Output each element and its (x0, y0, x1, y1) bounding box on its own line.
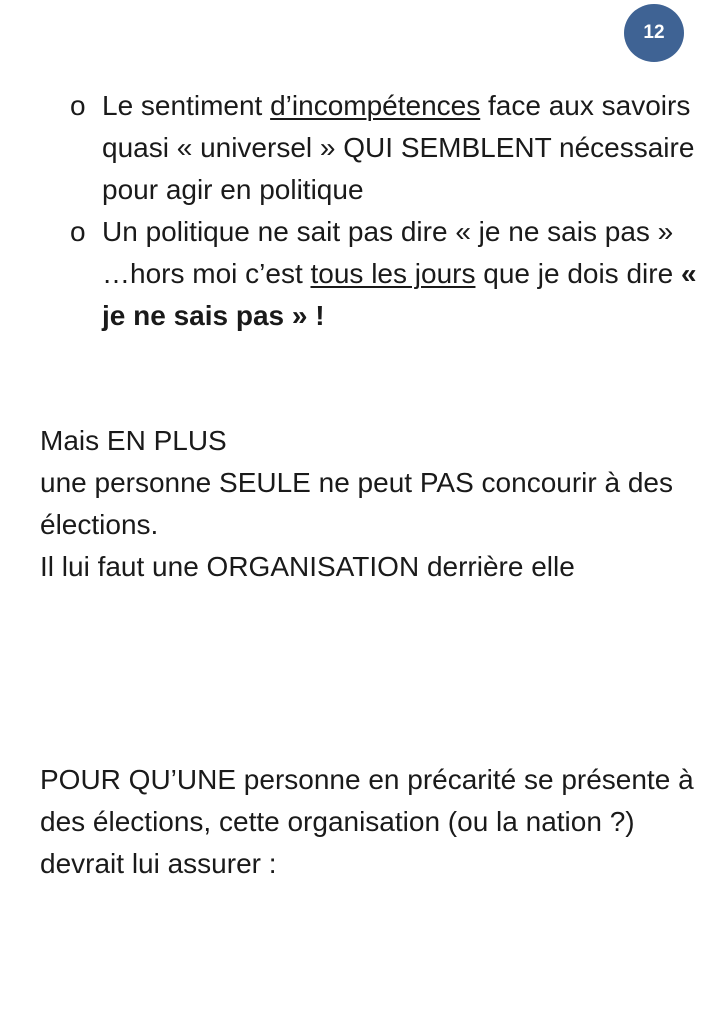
underlined-text: d’incompétences (270, 90, 481, 121)
paragraph-organisation (40, 420, 710, 588)
paragraph-line: Il lui faut une ORGANISATION derrière elle (40, 551, 575, 582)
bullet-text: que je dois dire (475, 258, 681, 289)
bullet-text: Le sentiment (102, 90, 271, 121)
page-number-badge: 12 (624, 4, 684, 62)
paragraph-line: POUR QU’UNE personne en précarité se présente à des élections, cette organisation (ou la nation ?) devrait lui assurer : (40, 764, 694, 879)
bullet-item-je-ne-sais-pas (68, 211, 708, 337)
bullet-text: Un politique ne sait pas dire « je ne sais pas » …hors moi c’est (102, 216, 674, 289)
bullet-list (68, 85, 708, 337)
paragraph-precarite (40, 759, 710, 885)
bullet-marker: o (70, 90, 86, 121)
bullet-item-incompetence (68, 85, 708, 211)
paragraph-line: une personne SEULE ne peut PAS concourir à des élections. (40, 467, 673, 540)
bullet-marker: o (70, 216, 86, 247)
paragraph-line: Mais EN PLUS (40, 425, 227, 456)
underlined-text: tous les jours (310, 258, 476, 289)
bullet-text: face aux savoirs quasi « universel » QUI SEMBLENT nécessaire pour agir en politique (102, 90, 695, 205)
bold-text: « je ne sais pas » ! (102, 258, 697, 331)
